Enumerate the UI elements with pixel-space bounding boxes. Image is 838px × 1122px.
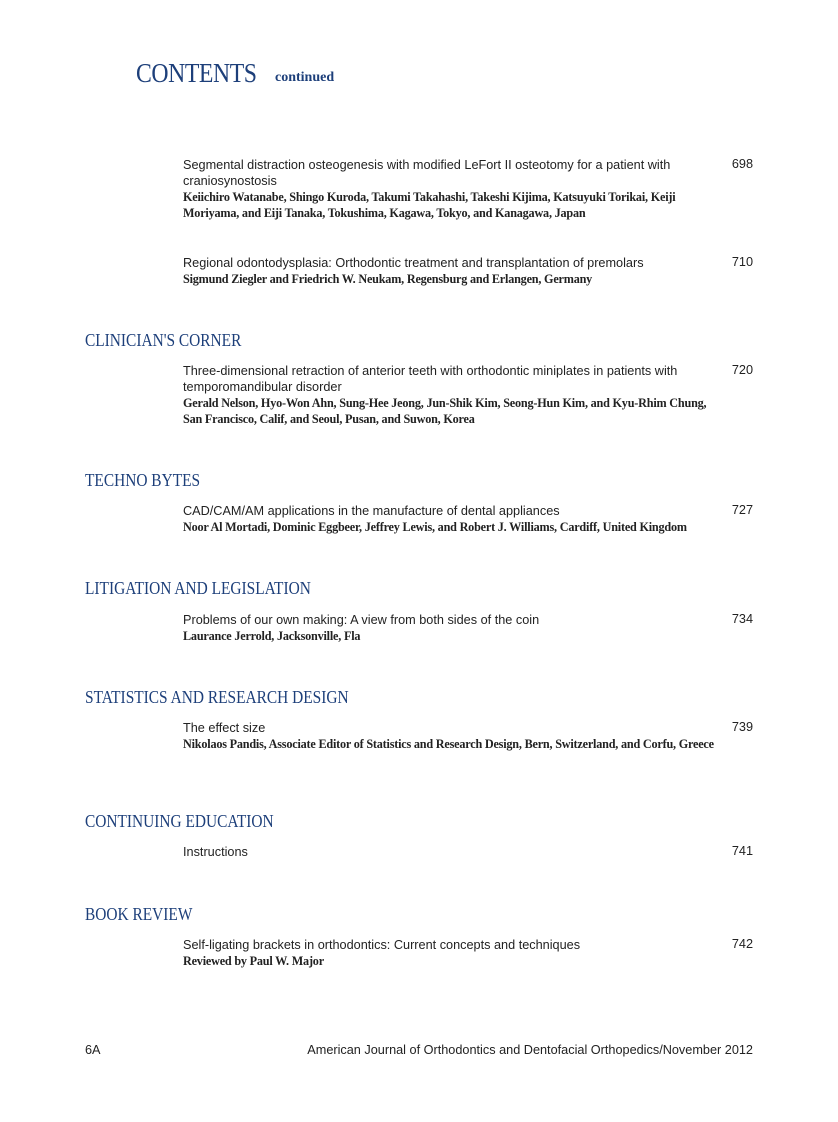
entry-page-number: 739 [731, 720, 753, 734]
entry-authors: Gerald Nelson, Hyo-Won Ahn, Sung-Hee Jeong, Jun-Shik Kim, Seong-Hun Kim, and Kyu-Rhim Chung, San Francisco, Calif, and Seoul, Pusan, and Suwon, Korea [183, 396, 707, 426]
entry-title[interactable]: Self-ligating brackets in orthodontics: Current concepts and techniques [183, 938, 581, 952]
entry-page-number: 698 [731, 157, 753, 171]
entry-authors: Keiichiro Watanabe, Shingo Kuroda, Takumi Takahashi, Takeshi Kijima, Katsuyuki Torikai, Keiji Moriyama, and Eiji Tanaka, Tokushima, Kagawa, Tokyo, and Kanagawa, Japan [183, 190, 676, 220]
entry-authors: Noor Al Mortadi, Dominic Eggbeer, Jeffrey Lewis, and Robert J. Williams, Cardiff, United Kingdom [183, 520, 687, 534]
toc-entry[interactable] [183, 844, 753, 860]
entry-title[interactable]: Segmental distraction osteogenesis with modified LeFort II osteotomy for a patient with craniosynostosis [183, 158, 671, 188]
entry-page-number: 741 [731, 844, 753, 858]
footer-page-number: 6A [85, 1043, 101, 1057]
entry-authors: Laurance Jerrold, Jacksonville, Fla [183, 629, 361, 643]
toc-entry[interactable] [183, 503, 753, 535]
entry-page-number: 727 [731, 503, 753, 517]
entry-authors: Reviewed by Paul W. Major [183, 954, 324, 968]
section-heading-techno-bytes: TECHNO BYTES [85, 470, 201, 490]
page-header [136, 58, 335, 89]
section-heading-book-review: BOOK REVIEW [85, 904, 193, 924]
section-heading-statistics-and-research-design: STATISTICS AND RESEARCH DESIGN [85, 687, 349, 707]
section-heading-litigation-and-legislation: LITIGATION AND LEGISLATION [85, 578, 311, 598]
toc-entry[interactable] [183, 255, 753, 287]
toc-entry[interactable] [183, 720, 753, 752]
page-subtitle: continued [275, 70, 335, 85]
entry-title[interactable]: Problems of our own making: A view from both sides of the coin [183, 613, 540, 627]
page-title: CONTENTS [136, 58, 257, 88]
section-heading-continuing-education: CONTINUING EDUCATION [85, 811, 274, 831]
toc-entry[interactable] [183, 157, 753, 221]
entry-page-number: 734 [731, 612, 753, 626]
entry-title[interactable]: Regional odontodysplasia: Orthodontic treatment and transplantation of premolars [183, 256, 644, 270]
entry-authors: Sigmund Ziegler and Friedrich W. Neukam, Regensburg and Erlangen, Germany [183, 272, 593, 286]
entry-authors: Nikolaos Pandis, Associate Editor of Statistics and Research Design, Bern, Switzerland, and Corfu, Greece [183, 737, 714, 751]
section-heading-clinicians-corner: CLINICIAN'S CORNER [85, 330, 242, 350]
entry-page-number: 742 [731, 937, 753, 951]
entry-page-number: 720 [731, 363, 753, 377]
toc-entry[interactable] [183, 612, 753, 644]
footer-journal-title: American Journal of Orthodontics and Dentofacial Orthopedics/November 2012 [307, 1043, 753, 1057]
toc-entry[interactable] [183, 937, 753, 969]
entry-page-number: 710 [731, 255, 753, 269]
toc-entry[interactable] [183, 363, 753, 427]
entry-title[interactable]: Instructions [183, 845, 248, 859]
entry-title[interactable]: The effect size [183, 721, 266, 735]
entry-title[interactable]: Three-dimensional retraction of anterior teeth with orthodontic miniplates in patients with temporomandibular disorder [183, 364, 678, 394]
entry-title[interactable]: CAD/CAM/AM applications in the manufacture of dental appliances [183, 504, 560, 518]
